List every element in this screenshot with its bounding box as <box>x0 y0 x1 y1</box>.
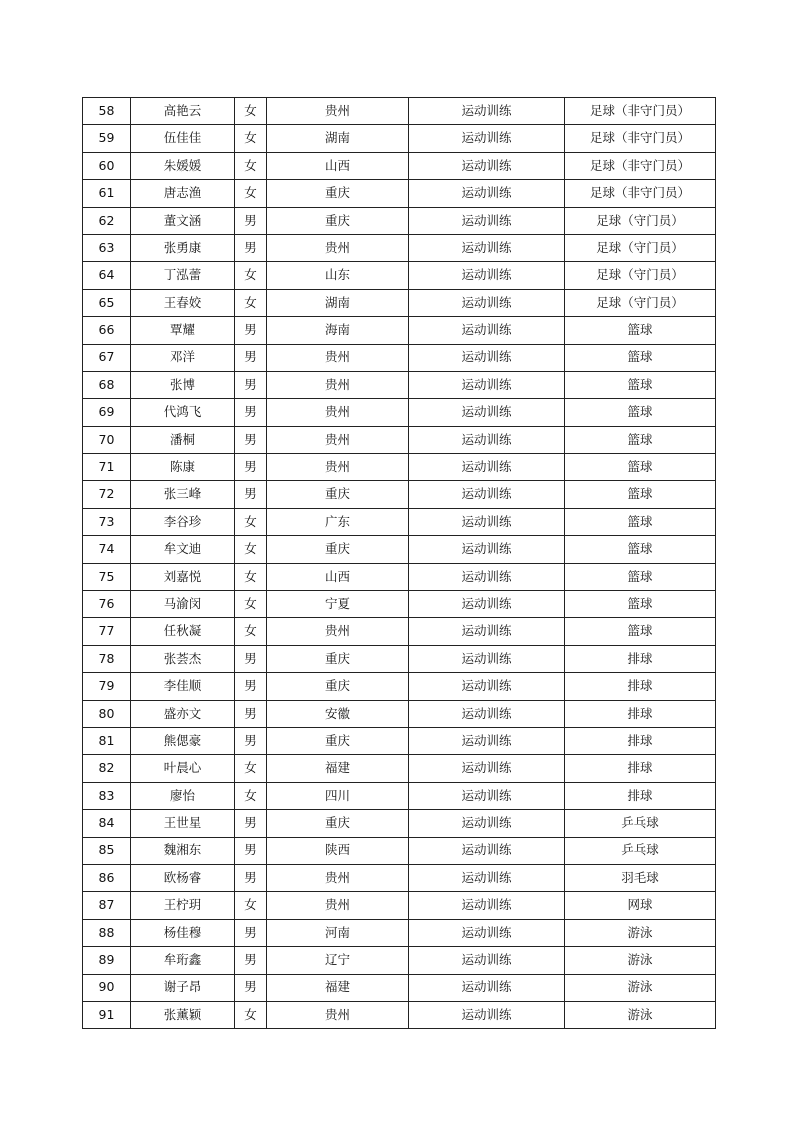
sport-item-cell: 排球 <box>565 645 716 672</box>
student-name-cell: 刘嘉悦 <box>131 563 235 590</box>
gender-cell: 男 <box>235 344 267 371</box>
row-number-cell: 77 <box>83 618 131 645</box>
sport-item-cell: 羽毛球 <box>565 864 716 891</box>
table-row <box>83 700 716 727</box>
row-number-cell: 83 <box>83 782 131 809</box>
sport-item-cell: 篮球 <box>565 591 716 618</box>
major-cell: 运动训练 <box>409 426 565 453</box>
major-cell: 运动训练 <box>409 837 565 864</box>
major-cell: 运动训练 <box>409 782 565 809</box>
gender-cell: 女 <box>235 262 267 289</box>
province-cell: 重庆 <box>267 810 409 837</box>
province-cell: 海南 <box>267 317 409 344</box>
major-cell: 运动训练 <box>409 563 565 590</box>
major-cell: 运动训练 <box>409 645 565 672</box>
row-number-cell: 78 <box>83 645 131 672</box>
province-cell: 贵州 <box>267 864 409 891</box>
table-row <box>83 919 716 946</box>
table-row <box>83 864 716 891</box>
province-cell: 重庆 <box>267 180 409 207</box>
gender-cell: 男 <box>235 727 267 754</box>
major-cell: 运动训练 <box>409 125 565 152</box>
gender-cell: 男 <box>235 864 267 891</box>
student-name-cell: 牟珩鑫 <box>131 947 235 974</box>
student-name-cell: 谢子昂 <box>131 974 235 1001</box>
table-row <box>83 481 716 508</box>
student-name-cell: 盛亦文 <box>131 700 235 727</box>
gender-cell: 女 <box>235 755 267 782</box>
province-cell: 贵州 <box>267 618 409 645</box>
sport-item-cell: 游泳 <box>565 947 716 974</box>
gender-cell: 男 <box>235 371 267 398</box>
table-row <box>83 508 716 535</box>
sport-item-cell: 网球 <box>565 892 716 919</box>
student-name-cell: 熊偲豪 <box>131 727 235 754</box>
sport-item-cell: 篮球 <box>565 618 716 645</box>
table-row <box>83 371 716 398</box>
student-name-cell: 丁泓蕾 <box>131 262 235 289</box>
student-name-cell: 杨佳穆 <box>131 919 235 946</box>
gender-cell: 男 <box>235 919 267 946</box>
province-cell: 湖南 <box>267 289 409 316</box>
sport-item-cell: 游泳 <box>565 974 716 1001</box>
province-cell: 重庆 <box>267 673 409 700</box>
row-number-cell: 63 <box>83 234 131 261</box>
province-cell: 贵州 <box>267 98 409 125</box>
major-cell: 运动训练 <box>409 399 565 426</box>
gender-cell: 女 <box>235 98 267 125</box>
sport-item-cell: 篮球 <box>565 454 716 481</box>
student-name-cell: 陈康 <box>131 454 235 481</box>
province-cell: 山西 <box>267 152 409 179</box>
table-row <box>83 727 716 754</box>
major-cell: 运动训练 <box>409 152 565 179</box>
row-number-cell: 61 <box>83 180 131 207</box>
student-name-cell: 马渝闵 <box>131 591 235 618</box>
major-cell: 运动训练 <box>409 262 565 289</box>
province-cell: 贵州 <box>267 371 409 398</box>
student-name-cell: 张三峰 <box>131 481 235 508</box>
table-row <box>83 837 716 864</box>
row-number-cell: 79 <box>83 673 131 700</box>
table-row <box>83 289 716 316</box>
gender-cell: 男 <box>235 426 267 453</box>
gender-cell: 女 <box>235 591 267 618</box>
table-row <box>83 180 716 207</box>
gender-cell: 女 <box>235 563 267 590</box>
major-cell: 运动训练 <box>409 892 565 919</box>
sport-item-cell: 篮球 <box>565 481 716 508</box>
student-name-cell: 王春姣 <box>131 289 235 316</box>
row-number-cell: 62 <box>83 207 131 234</box>
major-cell: 运动训练 <box>409 1001 565 1028</box>
row-number-cell: 80 <box>83 700 131 727</box>
gender-cell: 女 <box>235 152 267 179</box>
major-cell: 运动训练 <box>409 180 565 207</box>
sport-item-cell: 乒乓球 <box>565 810 716 837</box>
table-row <box>83 98 716 125</box>
row-number-cell: 74 <box>83 536 131 563</box>
gender-cell: 男 <box>235 700 267 727</box>
table-row <box>83 974 716 1001</box>
gender-cell: 男 <box>235 481 267 508</box>
row-number-cell: 60 <box>83 152 131 179</box>
row-number-cell: 85 <box>83 837 131 864</box>
student-name-cell: 叶晨心 <box>131 755 235 782</box>
student-name-cell: 张博 <box>131 371 235 398</box>
row-number-cell: 90 <box>83 974 131 1001</box>
sport-item-cell: 篮球 <box>565 563 716 590</box>
student-name-cell: 李佳顺 <box>131 673 235 700</box>
gender-cell: 女 <box>235 1001 267 1028</box>
province-cell: 贵州 <box>267 234 409 261</box>
gender-cell: 女 <box>235 618 267 645</box>
major-cell: 运动训练 <box>409 974 565 1001</box>
table-row <box>83 234 716 261</box>
table-row <box>83 317 716 344</box>
sport-item-cell: 足球（非守门员） <box>565 180 716 207</box>
student-name-cell: 任秋凝 <box>131 618 235 645</box>
province-cell: 河南 <box>267 919 409 946</box>
row-number-cell: 88 <box>83 919 131 946</box>
row-number-cell: 64 <box>83 262 131 289</box>
province-cell: 广东 <box>267 508 409 535</box>
row-number-cell: 70 <box>83 426 131 453</box>
row-number-cell: 84 <box>83 810 131 837</box>
province-cell: 贵州 <box>267 454 409 481</box>
province-cell: 重庆 <box>267 536 409 563</box>
gender-cell: 男 <box>235 974 267 1001</box>
gender-cell: 女 <box>235 508 267 535</box>
table-row <box>83 536 716 563</box>
table-row <box>83 344 716 371</box>
province-cell: 安徽 <box>267 700 409 727</box>
province-cell: 山东 <box>267 262 409 289</box>
province-cell: 贵州 <box>267 399 409 426</box>
row-number-cell: 86 <box>83 864 131 891</box>
table-row <box>83 152 716 179</box>
student-name-cell: 覃耀 <box>131 317 235 344</box>
sport-item-cell: 篮球 <box>565 399 716 426</box>
sport-item-cell: 乒乓球 <box>565 837 716 864</box>
sport-item-cell: 篮球 <box>565 371 716 398</box>
student-name-cell: 牟文迪 <box>131 536 235 563</box>
gender-cell: 男 <box>235 645 267 672</box>
major-cell: 运动训练 <box>409 344 565 371</box>
table-row <box>83 782 716 809</box>
roster-table-body <box>83 98 716 1029</box>
major-cell: 运动训练 <box>409 618 565 645</box>
province-cell: 贵州 <box>267 426 409 453</box>
major-cell: 运动训练 <box>409 673 565 700</box>
student-name-cell: 高艳云 <box>131 98 235 125</box>
sport-item-cell: 足球（守门员） <box>565 262 716 289</box>
major-cell: 运动训练 <box>409 755 565 782</box>
table-row <box>83 426 716 453</box>
student-name-cell: 董文涵 <box>131 207 235 234</box>
row-number-cell: 82 <box>83 755 131 782</box>
row-number-cell: 76 <box>83 591 131 618</box>
major-cell: 运动训练 <box>409 371 565 398</box>
sport-item-cell: 足球（非守门员） <box>565 98 716 125</box>
admission-roster-table <box>82 97 716 1029</box>
major-cell: 运动训练 <box>409 317 565 344</box>
sport-item-cell: 篮球 <box>565 317 716 344</box>
row-number-cell: 66 <box>83 317 131 344</box>
student-name-cell: 伍佳佳 <box>131 125 235 152</box>
row-number-cell: 58 <box>83 98 131 125</box>
student-name-cell: 朱媛媛 <box>131 152 235 179</box>
province-cell: 重庆 <box>267 481 409 508</box>
gender-cell: 男 <box>235 810 267 837</box>
sport-item-cell: 足球（守门员） <box>565 234 716 261</box>
table-row <box>83 262 716 289</box>
sport-item-cell: 篮球 <box>565 344 716 371</box>
major-cell: 运动训练 <box>409 864 565 891</box>
province-cell: 四川 <box>267 782 409 809</box>
province-cell: 贵州 <box>267 1001 409 1028</box>
row-number-cell: 81 <box>83 727 131 754</box>
student-name-cell: 张薰颖 <box>131 1001 235 1028</box>
row-number-cell: 69 <box>83 399 131 426</box>
row-number-cell: 68 <box>83 371 131 398</box>
student-name-cell: 李谷珍 <box>131 508 235 535</box>
province-cell: 重庆 <box>267 207 409 234</box>
province-cell: 福建 <box>267 974 409 1001</box>
student-name-cell: 张荟杰 <box>131 645 235 672</box>
major-cell: 运动训练 <box>409 508 565 535</box>
major-cell: 运动训练 <box>409 481 565 508</box>
row-number-cell: 72 <box>83 481 131 508</box>
province-cell: 湖南 <box>267 125 409 152</box>
sport-item-cell: 篮球 <box>565 508 716 535</box>
table-row <box>83 645 716 672</box>
sport-item-cell: 足球（守门员） <box>565 289 716 316</box>
student-name-cell: 唐志渔 <box>131 180 235 207</box>
student-name-cell: 王柠玥 <box>131 892 235 919</box>
table-row <box>83 563 716 590</box>
gender-cell: 女 <box>235 782 267 809</box>
table-row <box>83 618 716 645</box>
province-cell: 宁夏 <box>267 591 409 618</box>
gender-cell: 男 <box>235 234 267 261</box>
row-number-cell: 89 <box>83 947 131 974</box>
sport-item-cell: 排球 <box>565 727 716 754</box>
student-name-cell: 代鸿飞 <box>131 399 235 426</box>
sport-item-cell: 排球 <box>565 673 716 700</box>
major-cell: 运动训练 <box>409 98 565 125</box>
province-cell: 福建 <box>267 755 409 782</box>
major-cell: 运动训练 <box>409 207 565 234</box>
row-number-cell: 65 <box>83 289 131 316</box>
province-cell: 辽宁 <box>267 947 409 974</box>
gender-cell: 女 <box>235 180 267 207</box>
gender-cell: 女 <box>235 536 267 563</box>
province-cell: 贵州 <box>267 344 409 371</box>
student-name-cell: 魏湘东 <box>131 837 235 864</box>
table-row <box>83 947 716 974</box>
sport-item-cell: 游泳 <box>565 919 716 946</box>
sport-item-cell: 排球 <box>565 782 716 809</box>
sport-item-cell: 足球（非守门员） <box>565 125 716 152</box>
gender-cell: 男 <box>235 399 267 426</box>
major-cell: 运动训练 <box>409 810 565 837</box>
sport-item-cell: 篮球 <box>565 426 716 453</box>
major-cell: 运动训练 <box>409 234 565 261</box>
row-number-cell: 73 <box>83 508 131 535</box>
province-cell: 山西 <box>267 563 409 590</box>
table-row <box>83 125 716 152</box>
sport-item-cell: 足球（非守门员） <box>565 152 716 179</box>
row-number-cell: 59 <box>83 125 131 152</box>
table-row <box>83 755 716 782</box>
student-name-cell: 潘桐 <box>131 426 235 453</box>
sport-item-cell: 排球 <box>565 755 716 782</box>
row-number-cell: 67 <box>83 344 131 371</box>
sport-item-cell: 游泳 <box>565 1001 716 1028</box>
student-name-cell: 邓洋 <box>131 344 235 371</box>
province-cell: 重庆 <box>267 645 409 672</box>
sport-item-cell: 排球 <box>565 700 716 727</box>
sport-item-cell: 篮球 <box>565 536 716 563</box>
major-cell: 运动训练 <box>409 536 565 563</box>
gender-cell: 男 <box>235 207 267 234</box>
province-cell: 贵州 <box>267 892 409 919</box>
table-row <box>83 1001 716 1028</box>
table-row <box>83 810 716 837</box>
table-row <box>83 207 716 234</box>
gender-cell: 男 <box>235 454 267 481</box>
major-cell: 运动训练 <box>409 289 565 316</box>
table-row <box>83 454 716 481</box>
major-cell: 运动训练 <box>409 700 565 727</box>
student-name-cell: 张勇康 <box>131 234 235 261</box>
table-row <box>83 892 716 919</box>
student-name-cell: 王世星 <box>131 810 235 837</box>
row-number-cell: 91 <box>83 1001 131 1028</box>
major-cell: 运动训练 <box>409 919 565 946</box>
row-number-cell: 87 <box>83 892 131 919</box>
row-number-cell: 75 <box>83 563 131 590</box>
major-cell: 运动训练 <box>409 454 565 481</box>
province-cell: 陕西 <box>267 837 409 864</box>
gender-cell: 男 <box>235 947 267 974</box>
table-row <box>83 673 716 700</box>
major-cell: 运动训练 <box>409 727 565 754</box>
gender-cell: 女 <box>235 125 267 152</box>
province-cell: 重庆 <box>267 727 409 754</box>
major-cell: 运动训练 <box>409 591 565 618</box>
student-name-cell: 廖怡 <box>131 782 235 809</box>
gender-cell: 女 <box>235 289 267 316</box>
gender-cell: 男 <box>235 673 267 700</box>
table-row <box>83 399 716 426</box>
major-cell: 运动训练 <box>409 947 565 974</box>
row-number-cell: 71 <box>83 454 131 481</box>
table-row <box>83 591 716 618</box>
student-name-cell: 欧杨睿 <box>131 864 235 891</box>
gender-cell: 男 <box>235 837 267 864</box>
gender-cell: 女 <box>235 892 267 919</box>
gender-cell: 男 <box>235 317 267 344</box>
sport-item-cell: 足球（守门员） <box>565 207 716 234</box>
